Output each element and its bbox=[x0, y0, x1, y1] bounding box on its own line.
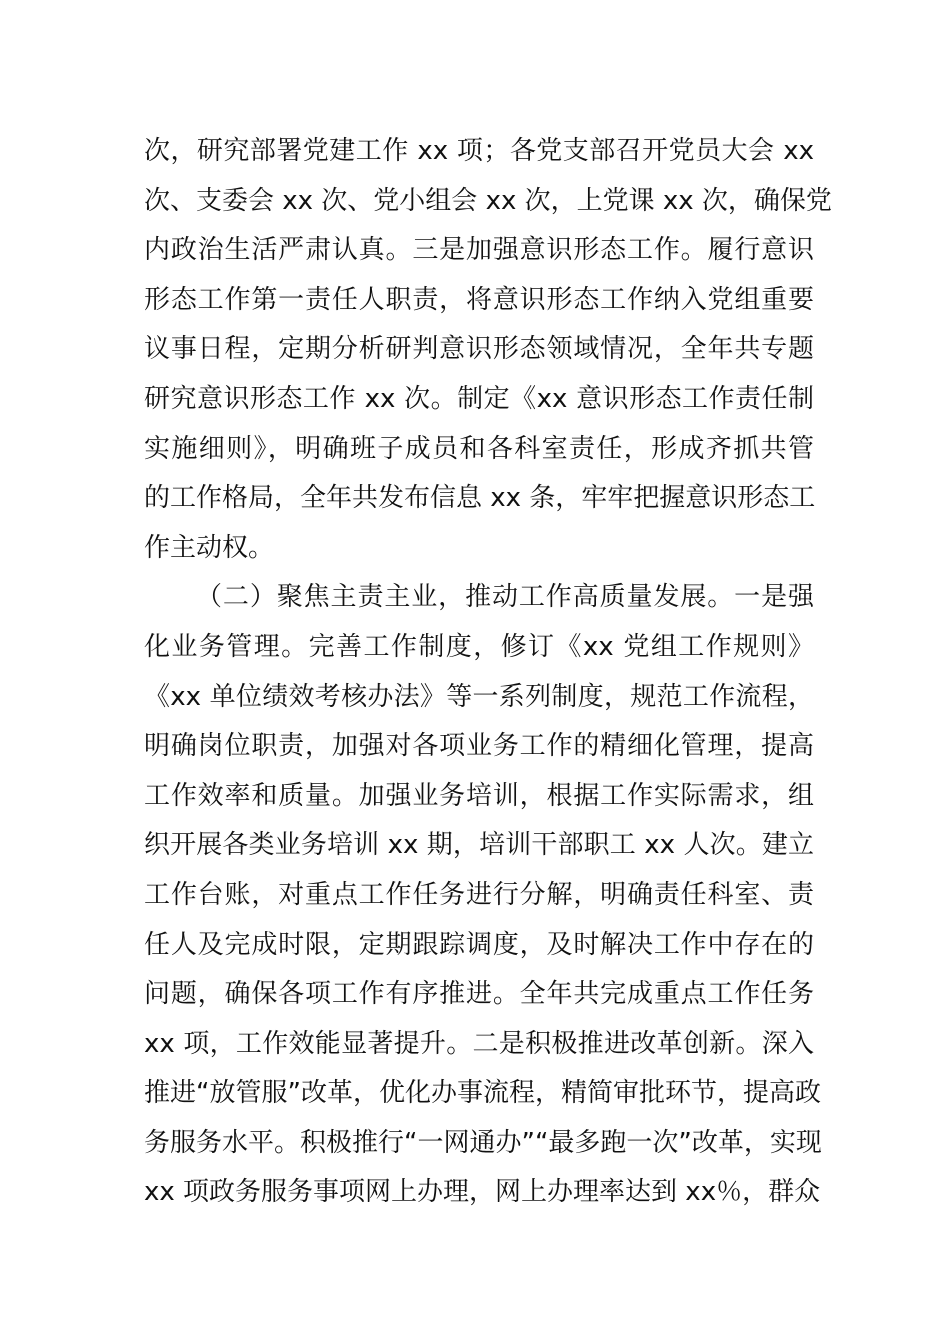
text-line: 次，研究部署党建工作 xx 项；各党支部召开党员大会 xx bbox=[144, 136, 814, 166]
text-line: 务服务水平。积极推行“一网通办”“最多跑一次”改革，实现 bbox=[144, 1127, 822, 1158]
text-line: 议事日程，定期分析研判意识形态领域情况，全年共专题 bbox=[144, 334, 814, 365]
text-line: 实施细则》，明确班子成员和各科室责任，形成齐抓共管 bbox=[144, 433, 814, 464]
text-line: 织开展各类业务培训 xx 期，培训干部职工 xx 人次。建立 bbox=[144, 830, 814, 861]
text-line: 的工作格局，全年共发布信息 xx 条，牢牢把握意识形态工 bbox=[144, 483, 816, 514]
body-text bbox=[144, 127, 832, 1218]
text-line: xx 项政务服务事项网上办理，网上办理率达到 xx％，群众 bbox=[144, 1177, 821, 1208]
text-line: xx 项，工作效能显著提升。二是积极推进改革创新。深入 bbox=[144, 1028, 814, 1059]
text-line: 形态工作第一责任人职责，将意识形态工作纳入党组重要 bbox=[144, 284, 814, 315]
text-line: 任人及完成时限，定期跟踪调度，及时解决工作中存在的 bbox=[144, 929, 814, 960]
text-line: 内政治生活严肃认真。三是加强意识形态工作。履行意识 bbox=[144, 235, 814, 266]
paragraph-end-line: 作主动权。 bbox=[144, 532, 275, 563]
text-line: 《xx 单位绩效考核办法》等一系列制度，规范工作流程， bbox=[144, 681, 814, 712]
text-line: 推进“放管服”改革，优化办事流程，精简审批环节，提高政 bbox=[144, 1078, 821, 1109]
text-line: 次、支委会 xx 次、党小组会 xx 次，上党课 xx 次，确保党 bbox=[144, 185, 832, 216]
text-line: 明确岗位职责，加强对各项业务工作的精细化管理，提高 bbox=[144, 731, 814, 762]
text-line: 工作效率和质量。加强业务培训，根据工作实际需求，组 bbox=[144, 780, 814, 811]
text-line: 工作台账，对重点工作任务进行分解，明确责任科室、责 bbox=[144, 879, 814, 910]
section-heading-line: （二）聚焦主责主业，推动工作高质量发展。一是强 bbox=[196, 582, 814, 613]
text-line: 化业务管理。完善工作制度，修订《xx 党组工作规则》 bbox=[144, 631, 814, 662]
text-line: 研究意识形态工作 xx 次。制定《xx 意识形态工作责任制 bbox=[144, 383, 814, 414]
text-line: 问题，确保各项工作有序推进。全年共完成重点工作任务 bbox=[144, 979, 814, 1010]
